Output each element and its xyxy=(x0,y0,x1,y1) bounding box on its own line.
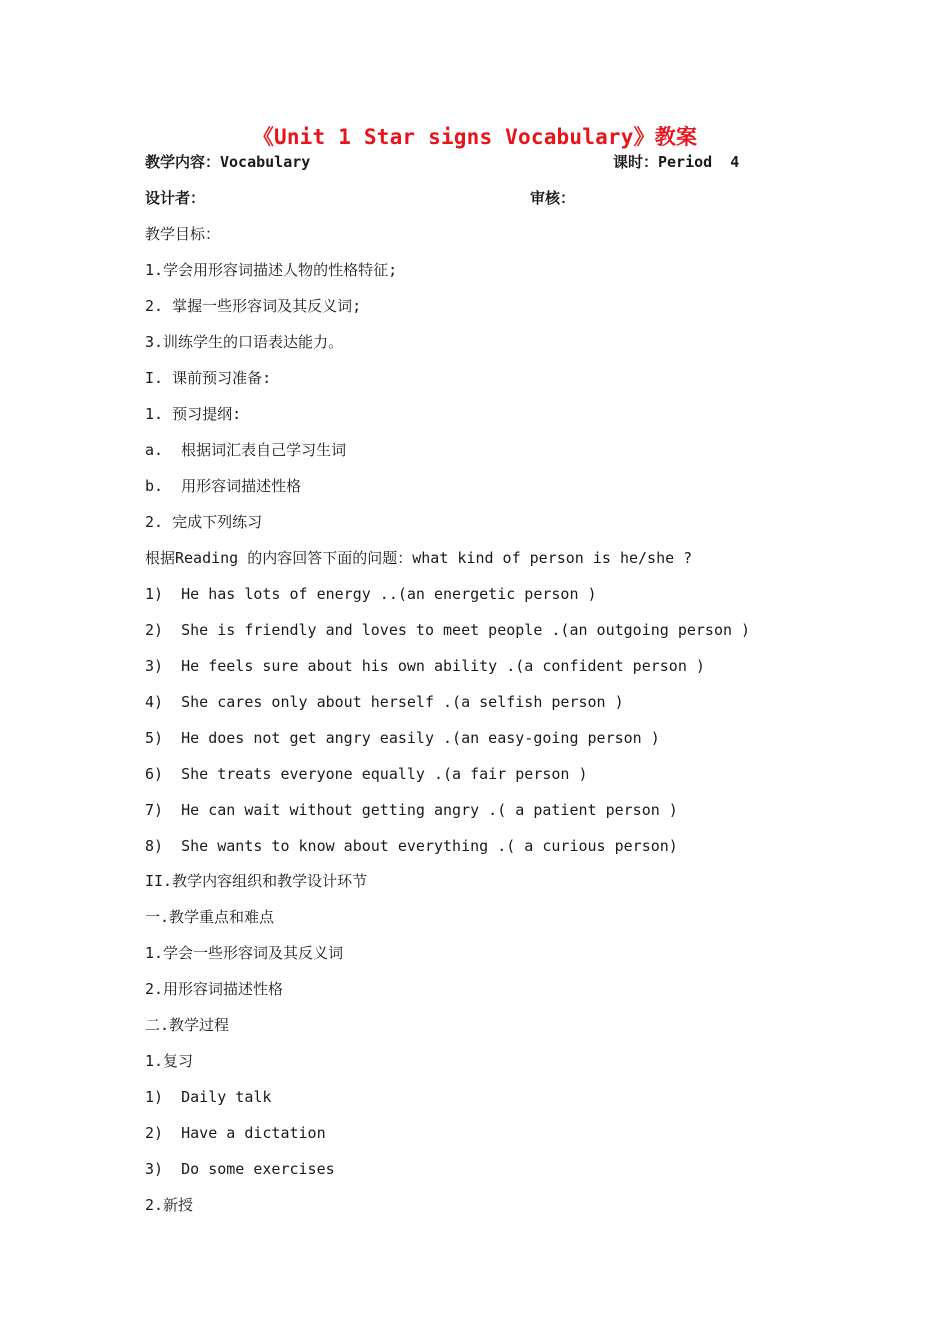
exercise-item: 5) He does not get angry easily .(an easy-going person ) xyxy=(145,729,660,747)
period-label: 课时：Period 4 xyxy=(613,153,740,171)
step-item: 1) Daily talk xyxy=(145,1088,272,1106)
exercise-item: 3) He feels sure about his own ability .(a confident person ) xyxy=(145,657,705,675)
exercise-item: 6) She treats everyone equally .(a fair person ) xyxy=(145,765,588,783)
goal-item: 2. 掌握一些形容词及其反义词; xyxy=(145,297,362,315)
outline-item: a. 根据词汇表自己学习生词 xyxy=(145,441,347,459)
goal-item: 3.训练学生的口语表达能力。 xyxy=(145,333,344,351)
exercise-instruction: 根据Reading 的内容回答下面的问题：what kind of person is he/she ? xyxy=(145,549,693,567)
step-item: 2) Have a dictation xyxy=(145,1124,326,1142)
subsection-heading: 二.教学过程 xyxy=(145,1016,230,1034)
subsection-heading: 1. 预习提纲: xyxy=(145,405,242,423)
goal-item: 1.学会用形容词描述人物的性格特征; xyxy=(145,261,398,279)
section-heading: I. 课前预习准备: xyxy=(145,369,272,387)
step-heading: 2.新授 xyxy=(145,1196,194,1214)
exercise-item: 2) She is friendly and loves to meet people .(an outgoing person ) xyxy=(145,621,751,639)
reviewer-label: 审核： xyxy=(530,189,576,207)
key-point-item: 2.用形容词描述性格 xyxy=(145,980,284,998)
content-label: 教学内容：Vocabulary xyxy=(145,153,311,171)
document-title: 《Unit 1 Star signs Vocabulary》教案 xyxy=(252,125,698,149)
exercise-item: 7) He can wait without getting angry .( a patient person ) xyxy=(145,801,678,819)
exercise-item: 4) She cares only about herself .(a selfish person ) xyxy=(145,693,624,711)
designer-label: 设计者： xyxy=(145,189,206,207)
section-heading: II.教学内容组织和教学设计环节 xyxy=(145,872,368,890)
exercise-item: 1) He has lots of energy ..(an energetic person ) xyxy=(145,585,597,603)
key-point-item: 1.学会一些形容词及其反义词 xyxy=(145,944,344,962)
teaching-goals-heading: 教学目标： xyxy=(145,225,221,243)
step-heading: 1.复习 xyxy=(145,1052,194,1070)
subsection-heading: 2. 完成下列练习 xyxy=(145,513,263,531)
subsection-heading: 一.教学重点和难点 xyxy=(145,908,275,926)
step-item: 3) Do some exercises xyxy=(145,1160,335,1178)
outline-item: b. 用形容词描述性格 xyxy=(145,477,302,495)
exercise-item: 8) She wants to know about everything .( a curious person) xyxy=(145,837,678,855)
